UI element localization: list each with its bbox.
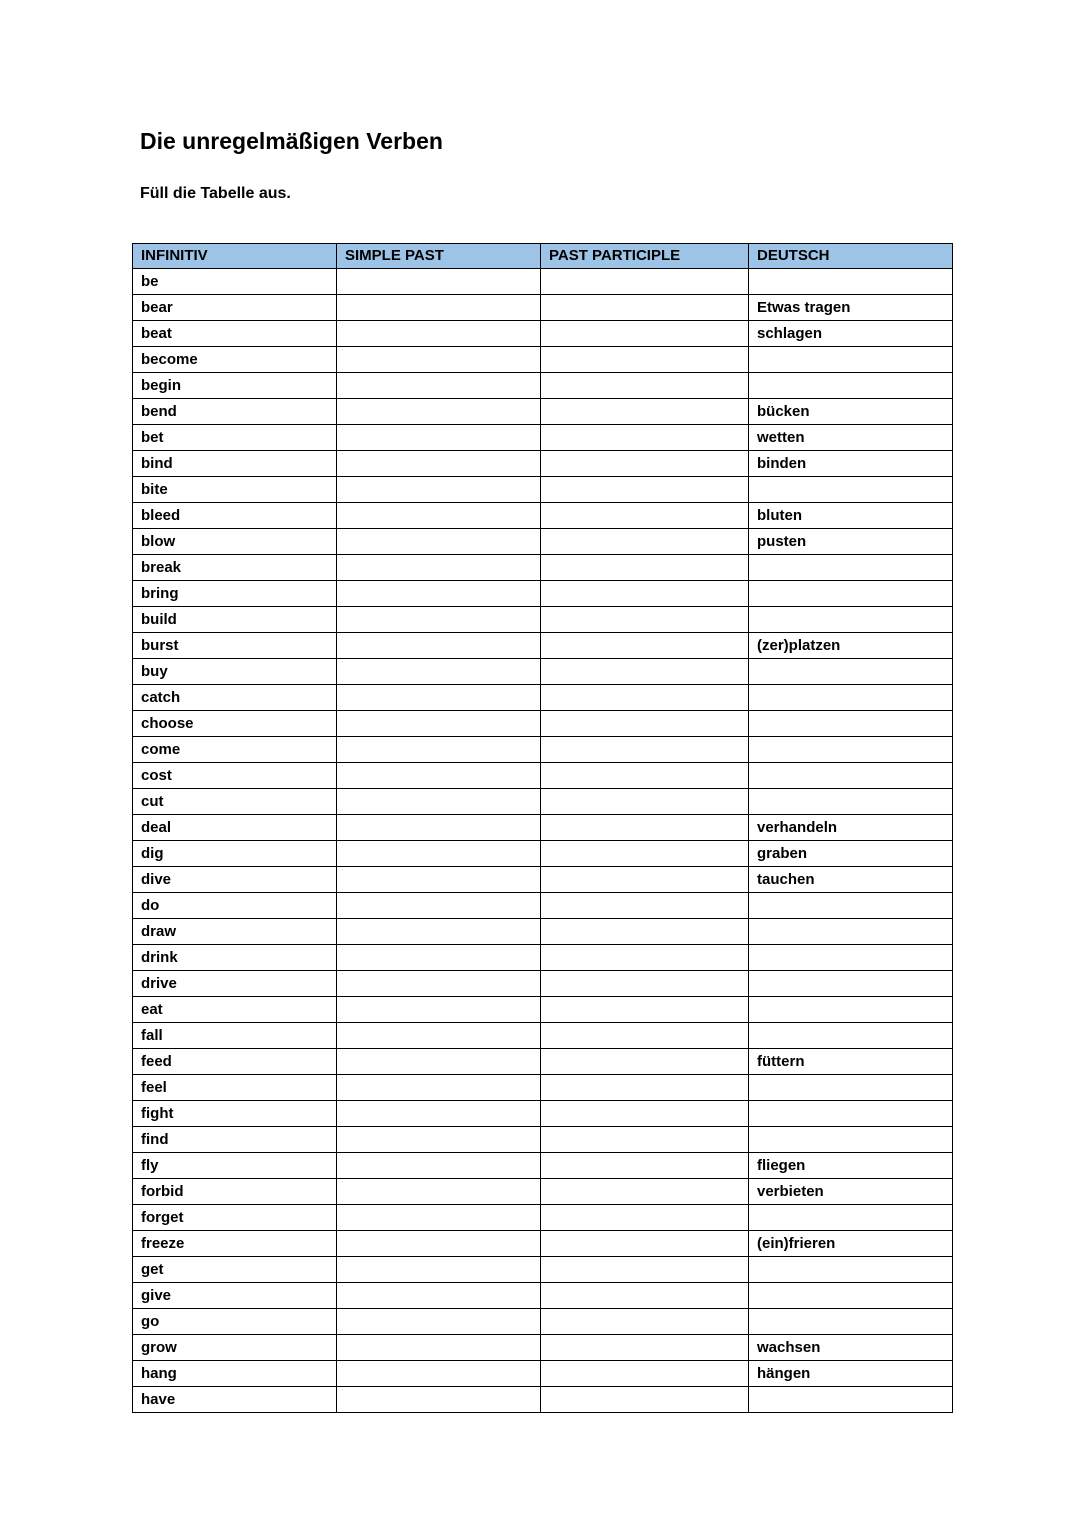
simple-past-cell xyxy=(337,997,541,1023)
table-row xyxy=(133,451,953,477)
table-row xyxy=(133,997,953,1023)
deutsch-cell xyxy=(749,711,953,737)
deutsch-cell xyxy=(749,1205,953,1231)
infinitiv-cell: dig xyxy=(133,841,337,867)
infinitiv-cell: do xyxy=(133,893,337,919)
simple-past-cell xyxy=(337,633,541,659)
deutsch-cell xyxy=(749,1309,953,1335)
table-row xyxy=(133,295,953,321)
table-row xyxy=(133,1075,953,1101)
deutsch-cell: verbieten xyxy=(749,1179,953,1205)
table-row xyxy=(133,1335,953,1361)
deutsch-cell xyxy=(749,893,953,919)
deutsch-cell: Etwas tragen xyxy=(749,295,953,321)
simple-past-cell xyxy=(337,321,541,347)
past-participle-cell xyxy=(541,1023,749,1049)
simple-past-cell xyxy=(337,503,541,529)
deutsch-cell xyxy=(749,997,953,1023)
table-header-row xyxy=(133,244,953,269)
infinitiv-cell: bear xyxy=(133,295,337,321)
infinitiv-cell: be xyxy=(133,269,337,295)
past-participle-cell xyxy=(541,919,749,945)
past-participle-cell xyxy=(541,555,749,581)
infinitiv-cell: find xyxy=(133,1127,337,1153)
table-row xyxy=(133,1101,953,1127)
simple-past-cell xyxy=(337,711,541,737)
past-participle-cell xyxy=(541,607,749,633)
deutsch-cell xyxy=(749,581,953,607)
past-participle-cell xyxy=(541,893,749,919)
deutsch-cell xyxy=(749,659,953,685)
past-participle-cell xyxy=(541,997,749,1023)
past-participle-cell xyxy=(541,1075,749,1101)
deutsch-cell xyxy=(749,555,953,581)
table-row xyxy=(133,399,953,425)
infinitiv-cell: cost xyxy=(133,763,337,789)
infinitiv-cell: bring xyxy=(133,581,337,607)
past-participle-cell xyxy=(541,1361,749,1387)
infinitiv-cell: fly xyxy=(133,1153,337,1179)
past-participle-cell xyxy=(541,841,749,867)
past-participle-cell xyxy=(541,1335,749,1361)
past-participle-cell xyxy=(541,633,749,659)
infinitiv-cell: grow xyxy=(133,1335,337,1361)
irregular-verbs-table xyxy=(132,243,953,1413)
page-title: Die unregelmäßigen Verben xyxy=(140,128,443,154)
table-row xyxy=(133,1257,953,1283)
simple-past-cell xyxy=(337,399,541,425)
table-row xyxy=(133,1361,953,1387)
past-participle-cell xyxy=(541,789,749,815)
past-participle-cell xyxy=(541,1101,749,1127)
table-row xyxy=(133,711,953,737)
simple-past-cell xyxy=(337,1335,541,1361)
simple-past-cell xyxy=(337,659,541,685)
infinitiv-cell: beat xyxy=(133,321,337,347)
column-header: SIMPLE PAST xyxy=(337,244,541,269)
past-participle-cell xyxy=(541,269,749,295)
infinitiv-cell: have xyxy=(133,1387,337,1413)
deutsch-cell: pusten xyxy=(749,529,953,555)
past-participle-cell xyxy=(541,373,749,399)
table-body xyxy=(133,269,953,1413)
simple-past-cell xyxy=(337,841,541,867)
simple-past-cell xyxy=(337,373,541,399)
deutsch-cell: (zer)platzen xyxy=(749,633,953,659)
infinitiv-cell: deal xyxy=(133,815,337,841)
infinitiv-cell: forbid xyxy=(133,1179,337,1205)
deutsch-cell xyxy=(749,1257,953,1283)
past-participle-cell xyxy=(541,1283,749,1309)
simple-past-cell xyxy=(337,685,541,711)
infinitiv-cell: fight xyxy=(133,1101,337,1127)
infinitiv-cell: choose xyxy=(133,711,337,737)
simple-past-cell xyxy=(337,737,541,763)
table-row xyxy=(133,581,953,607)
past-participle-cell xyxy=(541,945,749,971)
deutsch-cell xyxy=(749,789,953,815)
infinitiv-cell: eat xyxy=(133,997,337,1023)
table-row xyxy=(133,867,953,893)
past-participle-cell xyxy=(541,737,749,763)
infinitiv-cell: bite xyxy=(133,477,337,503)
infinitiv-cell: bind xyxy=(133,451,337,477)
past-participle-cell xyxy=(541,295,749,321)
simple-past-cell xyxy=(337,919,541,945)
deutsch-cell xyxy=(749,1283,953,1309)
deutsch-cell: fliegen xyxy=(749,1153,953,1179)
simple-past-cell xyxy=(337,581,541,607)
table-row xyxy=(133,971,953,997)
past-participle-cell xyxy=(541,1179,749,1205)
deutsch-cell: schlagen xyxy=(749,321,953,347)
infinitiv-cell: give xyxy=(133,1283,337,1309)
infinitiv-cell: come xyxy=(133,737,337,763)
table-row xyxy=(133,1127,953,1153)
deutsch-cell xyxy=(749,373,953,399)
table-row xyxy=(133,607,953,633)
deutsch-cell xyxy=(749,1101,953,1127)
past-participle-cell xyxy=(541,529,749,555)
deutsch-cell xyxy=(749,269,953,295)
deutsch-cell xyxy=(749,763,953,789)
simple-past-cell xyxy=(337,1153,541,1179)
simple-past-cell xyxy=(337,347,541,373)
infinitiv-cell: bet xyxy=(133,425,337,451)
simple-past-cell xyxy=(337,477,541,503)
simple-past-cell xyxy=(337,425,541,451)
past-participle-cell xyxy=(541,685,749,711)
past-participle-cell xyxy=(541,1309,749,1335)
page-subtitle: Füll die Tabelle aus. xyxy=(140,185,291,202)
infinitiv-cell: dive xyxy=(133,867,337,893)
table-row xyxy=(133,321,953,347)
deutsch-cell: tauchen xyxy=(749,867,953,893)
infinitiv-cell: bleed xyxy=(133,503,337,529)
infinitiv-cell: drive xyxy=(133,971,337,997)
infinitiv-cell: hang xyxy=(133,1361,337,1387)
simple-past-cell xyxy=(337,529,541,555)
past-participle-cell xyxy=(541,1049,749,1075)
past-participle-cell xyxy=(541,1205,749,1231)
simple-past-cell xyxy=(337,1179,541,1205)
column-header: PAST PARTICIPLE xyxy=(541,244,749,269)
infinitiv-cell: blow xyxy=(133,529,337,555)
infinitiv-cell: bend xyxy=(133,399,337,425)
infinitiv-cell: burst xyxy=(133,633,337,659)
simple-past-cell xyxy=(337,1075,541,1101)
table-row xyxy=(133,1023,953,1049)
past-participle-cell xyxy=(541,451,749,477)
table-row xyxy=(133,477,953,503)
simple-past-cell xyxy=(337,1023,541,1049)
deutsch-cell xyxy=(749,1127,953,1153)
past-participle-cell xyxy=(541,1153,749,1179)
past-participle-cell xyxy=(541,503,749,529)
past-participle-cell xyxy=(541,477,749,503)
simple-past-cell xyxy=(337,1101,541,1127)
infinitiv-cell: cut xyxy=(133,789,337,815)
past-participle-cell xyxy=(541,1387,749,1413)
simple-past-cell xyxy=(337,1205,541,1231)
simple-past-cell xyxy=(337,555,541,581)
table-row xyxy=(133,269,953,295)
table-row xyxy=(133,1387,953,1413)
past-participle-cell xyxy=(541,347,749,373)
past-participle-cell xyxy=(541,763,749,789)
table-row xyxy=(133,425,953,451)
deutsch-cell: bluten xyxy=(749,503,953,529)
table-row xyxy=(133,789,953,815)
infinitiv-cell: freeze xyxy=(133,1231,337,1257)
table-row xyxy=(133,685,953,711)
infinitiv-cell: drink xyxy=(133,945,337,971)
past-participle-cell xyxy=(541,659,749,685)
deutsch-cell xyxy=(749,737,953,763)
deutsch-cell: bücken xyxy=(749,399,953,425)
simple-past-cell xyxy=(337,1049,541,1075)
deutsch-cell xyxy=(749,477,953,503)
column-header: DEUTSCH xyxy=(749,244,953,269)
simple-past-cell xyxy=(337,867,541,893)
table-row xyxy=(133,841,953,867)
deutsch-cell xyxy=(749,971,953,997)
past-participle-cell xyxy=(541,321,749,347)
simple-past-cell xyxy=(337,893,541,919)
infinitiv-cell: get xyxy=(133,1257,337,1283)
table-row xyxy=(133,737,953,763)
table-row xyxy=(133,815,953,841)
deutsch-cell: hängen xyxy=(749,1361,953,1387)
deutsch-cell xyxy=(749,1075,953,1101)
table-row xyxy=(133,1205,953,1231)
deutsch-cell xyxy=(749,945,953,971)
past-participle-cell xyxy=(541,867,749,893)
simple-past-cell xyxy=(337,1387,541,1413)
deutsch-cell xyxy=(749,1387,953,1413)
infinitiv-cell: buy xyxy=(133,659,337,685)
past-participle-cell xyxy=(541,815,749,841)
deutsch-cell: (ein)frieren xyxy=(749,1231,953,1257)
simple-past-cell xyxy=(337,945,541,971)
table-row xyxy=(133,347,953,373)
simple-past-cell xyxy=(337,1361,541,1387)
simple-past-cell xyxy=(337,1231,541,1257)
table-row xyxy=(133,555,953,581)
simple-past-cell xyxy=(337,1283,541,1309)
infinitiv-cell: go xyxy=(133,1309,337,1335)
past-participle-cell xyxy=(541,1231,749,1257)
simple-past-cell xyxy=(337,1309,541,1335)
table-row xyxy=(133,373,953,399)
infinitiv-cell: catch xyxy=(133,685,337,711)
infinitiv-cell: build xyxy=(133,607,337,633)
past-participle-cell xyxy=(541,399,749,425)
column-header: INFINITIV xyxy=(133,244,337,269)
simple-past-cell xyxy=(337,607,541,633)
deutsch-cell xyxy=(749,347,953,373)
past-participle-cell xyxy=(541,581,749,607)
table-row xyxy=(133,1179,953,1205)
table-row xyxy=(133,893,953,919)
deutsch-cell xyxy=(749,685,953,711)
infinitiv-cell: feel xyxy=(133,1075,337,1101)
table-row xyxy=(133,1153,953,1179)
table-row xyxy=(133,503,953,529)
infinitiv-cell: become xyxy=(133,347,337,373)
simple-past-cell xyxy=(337,789,541,815)
past-participle-cell xyxy=(541,971,749,997)
simple-past-cell xyxy=(337,1257,541,1283)
infinitiv-cell: feed xyxy=(133,1049,337,1075)
table-row xyxy=(133,1231,953,1257)
table-row xyxy=(133,945,953,971)
simple-past-cell xyxy=(337,1127,541,1153)
deutsch-cell: füttern xyxy=(749,1049,953,1075)
simple-past-cell xyxy=(337,295,541,321)
table-row xyxy=(133,659,953,685)
past-participle-cell xyxy=(541,711,749,737)
simple-past-cell xyxy=(337,451,541,477)
table-row xyxy=(133,1309,953,1335)
deutsch-cell: verhandeln xyxy=(749,815,953,841)
deutsch-cell xyxy=(749,919,953,945)
simple-past-cell xyxy=(337,815,541,841)
table-row xyxy=(133,529,953,555)
table-row xyxy=(133,919,953,945)
infinitiv-cell: forget xyxy=(133,1205,337,1231)
deutsch-cell xyxy=(749,607,953,633)
table-row xyxy=(133,1049,953,1075)
infinitiv-cell: begin xyxy=(133,373,337,399)
deutsch-cell: wetten xyxy=(749,425,953,451)
infinitiv-cell: draw xyxy=(133,919,337,945)
simple-past-cell xyxy=(337,269,541,295)
past-participle-cell xyxy=(541,1127,749,1153)
infinitiv-cell: break xyxy=(133,555,337,581)
deutsch-cell xyxy=(749,1023,953,1049)
table-row xyxy=(133,1283,953,1309)
simple-past-cell xyxy=(337,971,541,997)
deutsch-cell: wachsen xyxy=(749,1335,953,1361)
simple-past-cell xyxy=(337,763,541,789)
infinitiv-cell: fall xyxy=(133,1023,337,1049)
table-row xyxy=(133,763,953,789)
deutsch-cell: binden xyxy=(749,451,953,477)
table-row xyxy=(133,633,953,659)
deutsch-cell: graben xyxy=(749,841,953,867)
past-participle-cell xyxy=(541,425,749,451)
past-participle-cell xyxy=(541,1257,749,1283)
